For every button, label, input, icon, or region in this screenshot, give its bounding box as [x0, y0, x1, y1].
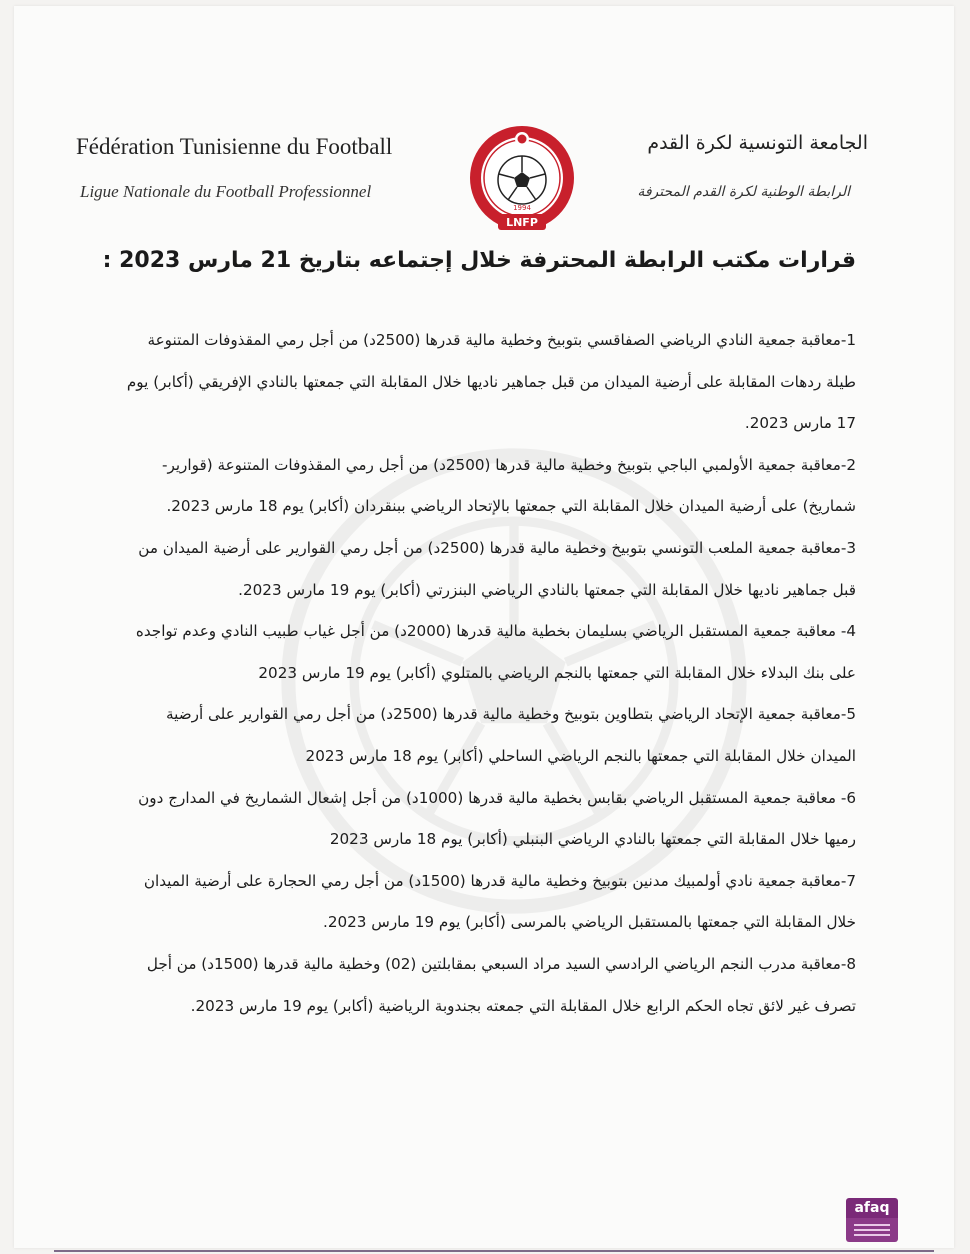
- document-page: [14, 6, 954, 1248]
- decisions-list: [118, 320, 856, 1027]
- league-name-fr: Ligue Nationale du Football Professionnel: [80, 182, 372, 201]
- federation-name-fr: Fédération Tunisienne du Football: [76, 134, 393, 159]
- league-name-ar: الرابطة الوطنية لكرة القدم المحترفة: [637, 184, 850, 200]
- footer-divider: [54, 1250, 934, 1252]
- decision-item: 1-معاقبة جمعية النادي الرياضي الصفاقسي بتوبيخ وخطية مالية قدرها (2500د) من أجل رمي المقذوفات المتنوعة طيلة ردهات المقابلة على أرضية الميدان من قبل جماهير ناديها خلال المقابلة التي جمعتها بالنادي الإفريقي (أكابر) يوم 17 مارس 2023.: [126, 331, 856, 433]
- decision-item: 5-معاقبة جمعية الإتحاد الرياضي بتطاوين بتوبيخ وخطية مالية قدرها (2500د) من أجل رمي القوارير على أرضية الميدان خلال المقابلة التي جمعتها بالنجم الرياضي الساحلي (أكابر) يوم 18 مارس 2023: [166, 705, 856, 765]
- decision-item: 2-معاقبة جمعية الأولمبي الباجي بتوبيخ وخطية مالية قدرها (2500د) من أجل رمي المقذوفات المتنوعة (قوارير-شماريخ) على أرضية الميدان خلال المقابلة التي جمعتها بالإتحاد الرياضي ببنقردان (أكابر) يوم 18 مارس 2023.: [161, 455, 856, 516]
- federation-name-ar: الجامعة التونسية لكرة القدم: [647, 132, 868, 154]
- document-title: قرارات مكتب الرابطة المحترفة خلال إجتماعه بتاريخ 21 مارس 2023 :: [102, 248, 856, 273]
- afaq-badge-lines-icon: [846, 1218, 898, 1242]
- decision-item: 7-معاقبة جمعية نادي أولمبيك مدنين بتوبيخ وخطية مالية قدرها (1500د) من أجل رمي الحجارة على أرضية الميدان خلال المقابلة التي جمعتها بالمستقبل الرياضي بالمرسى (أكابر) يوم 19 مارس 2023.: [143, 871, 856, 932]
- afaq-brand: afaq: [846, 1198, 898, 1218]
- decision-item: 8-معاقبة مدرب النجم الرياضي الرادسي السيد مراد السبعي بمقابلتين (02) وخطية مالية قدرها (1500د) من أجل تصرف غير لائق تجاه الحكم الرابع خلال المقابلة التي جمعته بجندوبة الرياضية (أكابر) يوم 19 مارس 2023.: [146, 954, 856, 1015]
- decision-item: 4- معاقبة جمعية المستقبل الرياضي بسليمان بخطية مالية قدرها (2000د) من أجل غياب طبيب النادي وعدم تواجده على بنك البدلاء خلال المقابلة التي جمعتها بالنجم الرياضي بالمتلوي (أكابر) يوم 19 مارس 2023: [135, 622, 856, 682]
- logo-year: 1994: [513, 204, 531, 212]
- decision-item: 6- معاقبة جمعية المستقبل الرياضي بقابس بخطية مالية قدرها (1000د) من أجل إشعال الشماريخ في المدارج دون رميها خلال المقابلة التي جمعتها بالنادي الرياضي البنبلي (أكابر) يوم 18 مارس 2023: [138, 788, 856, 849]
- decision-item: 3-معاقبة جمعية الملعب التونسي بتوبيخ وخطية مالية قدرها (2500د) من أجل رمي القوارير على أرضية الميدان من قبل جماهير ناديها خلال المقابلة التي جمعتها بالنادي الرياضي البنزرتي (أكابر) يوم 19 مارس 2023.: [138, 538, 856, 599]
- afaq-certification-badge: [846, 1198, 898, 1244]
- logo-label: LNFP: [506, 216, 538, 229]
